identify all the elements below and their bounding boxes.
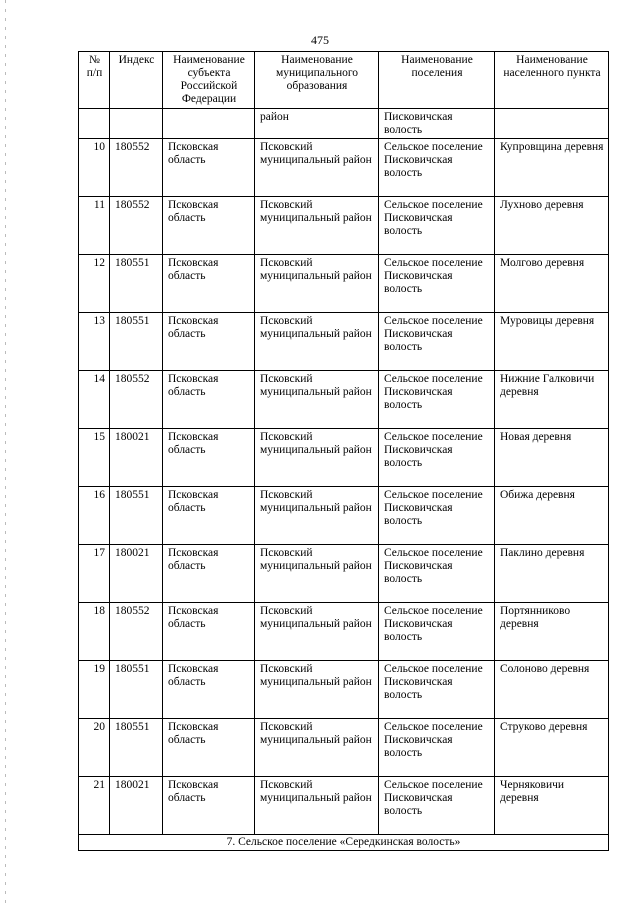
cell-index: 180021 (110, 429, 163, 487)
cell-subject (163, 109, 255, 139)
cell-subject: Псковская область (163, 255, 255, 313)
continuation-row (79, 109, 609, 139)
cell-municipality: Псковский муниципальный район (255, 371, 379, 429)
cell-municipality: Псковский муниципальный район (255, 603, 379, 661)
cell-municipality: район (255, 109, 379, 139)
cell-settlement: Сельское поселение Писковичская волость (379, 777, 495, 835)
cell-subject: Псковская область (163, 777, 255, 835)
cell-locality: Солоново деревня (495, 661, 609, 719)
cell-subject: Псковская область (163, 139, 255, 197)
cell-settlement: Сельское поселение Писковичская волость (379, 313, 495, 371)
cell-municipality: Псковский муниципальный район (255, 139, 379, 197)
cell-municipality: Псковский муниципальный район (255, 197, 379, 255)
cell-subject: Псковская область (163, 545, 255, 603)
section-title: 7. Сельское поселение «Середкинская волость» (79, 835, 609, 851)
cell-locality: Купровщина деревня (495, 139, 609, 197)
cell-index: 180552 (110, 139, 163, 197)
cell-num: 11 (79, 197, 110, 255)
cell-num: 21 (79, 777, 110, 835)
cell-index: 180552 (110, 197, 163, 255)
cell-locality: Нижние Галковичи деревня (495, 371, 609, 429)
page-number: 475 (311, 33, 329, 47)
cell-municipality: Псковский муниципальный район (255, 777, 379, 835)
cell-settlement: Сельское поселение Писковичская волость (379, 255, 495, 313)
cell-settlement: Сельское поселение Писковичская волость (379, 661, 495, 719)
cell-index: 180551 (110, 313, 163, 371)
table-row (79, 139, 609, 197)
cell-locality: Обижа деревня (495, 487, 609, 545)
cell-locality: Новая деревня (495, 429, 609, 487)
header-subject: Наименование субъекта Российской Федерации (163, 52, 255, 109)
cell-subject: Псковская область (163, 661, 255, 719)
cell-index: 180551 (110, 719, 163, 777)
cell-subject: Псковская область (163, 371, 255, 429)
cell-num: 16 (79, 487, 110, 545)
table-row (79, 429, 609, 487)
header-num: № п/п (79, 52, 110, 109)
cell-num: 14 (79, 371, 110, 429)
table-row (79, 545, 609, 603)
table-row (79, 197, 609, 255)
cell-locality: Муровицы деревня (495, 313, 609, 371)
cell-index: 180551 (110, 255, 163, 313)
section-heading-row (79, 835, 609, 851)
cell-settlement: Сельское поселение Писковичская волость (379, 487, 495, 545)
cell-num: 13 (79, 313, 110, 371)
table-row (79, 661, 609, 719)
header-locality: Наименование населенного пункта (495, 52, 609, 109)
cell-municipality: Псковский муниципальный район (255, 487, 379, 545)
table-row (79, 777, 609, 835)
cell-locality (495, 109, 609, 139)
cell-subject: Псковская область (163, 313, 255, 371)
cell-num: 17 (79, 545, 110, 603)
cell-settlement: Писковичская волость (379, 109, 495, 139)
scan-edge-mark (5, 0, 6, 905)
cell-settlement: Сельское поселение Писковичская волость (379, 371, 495, 429)
cell-index: 180021 (110, 777, 163, 835)
cell-index: 180552 (110, 603, 163, 661)
settlements-table (78, 51, 609, 851)
header-municipality: Наименование муниципального образования (255, 52, 379, 109)
cell-index (110, 109, 163, 139)
cell-locality: Черняковичи деревня (495, 777, 609, 835)
cell-num: 19 (79, 661, 110, 719)
cell-index: 180551 (110, 661, 163, 719)
cell-municipality: Псковский муниципальный район (255, 661, 379, 719)
header-index: Индекс (110, 52, 163, 109)
table-row (79, 487, 609, 545)
cell-num: 20 (79, 719, 110, 777)
cell-settlement: Сельское поселение Писковичская волость (379, 545, 495, 603)
cell-num (79, 109, 110, 139)
table-row (79, 313, 609, 371)
table-header-row (79, 52, 609, 109)
table-row (79, 719, 609, 777)
cell-municipality: Псковский муниципальный район (255, 313, 379, 371)
cell-subject: Псковская область (163, 197, 255, 255)
cell-index: 180552 (110, 371, 163, 429)
cell-num: 12 (79, 255, 110, 313)
cell-locality: Лухново деревня (495, 197, 609, 255)
cell-subject: Псковская область (163, 603, 255, 661)
cell-locality: Портянниково деревня (495, 603, 609, 661)
cell-index: 180021 (110, 545, 163, 603)
cell-settlement: Сельское поселение Писковичская волость (379, 197, 495, 255)
table-row (79, 255, 609, 313)
cell-municipality: Псковский муниципальный район (255, 719, 379, 777)
cell-num: 15 (79, 429, 110, 487)
cell-municipality: Псковский муниципальный район (255, 429, 379, 487)
table-row (79, 371, 609, 429)
cell-settlement: Сельское поселение Писковичская волость (379, 139, 495, 197)
cell-locality: Молгово деревня (495, 255, 609, 313)
cell-num: 18 (79, 603, 110, 661)
cell-settlement: Сельское поселение Писковичская волость (379, 429, 495, 487)
cell-num: 10 (79, 139, 110, 197)
cell-subject: Псковская область (163, 429, 255, 487)
cell-settlement: Сельское поселение Писковичская волость (379, 603, 495, 661)
cell-locality: Струково деревня (495, 719, 609, 777)
table-row (79, 603, 609, 661)
cell-index: 180551 (110, 487, 163, 545)
cell-locality: Паклино деревня (495, 545, 609, 603)
cell-subject: Псковская область (163, 719, 255, 777)
cell-municipality: Псковский муниципальный район (255, 255, 379, 313)
cell-municipality: Псковский муниципальный район (255, 545, 379, 603)
cell-settlement: Сельское поселение Писковичская волость (379, 719, 495, 777)
header-settlement: Наименование поселения (379, 52, 495, 109)
cell-subject: Псковская область (163, 487, 255, 545)
